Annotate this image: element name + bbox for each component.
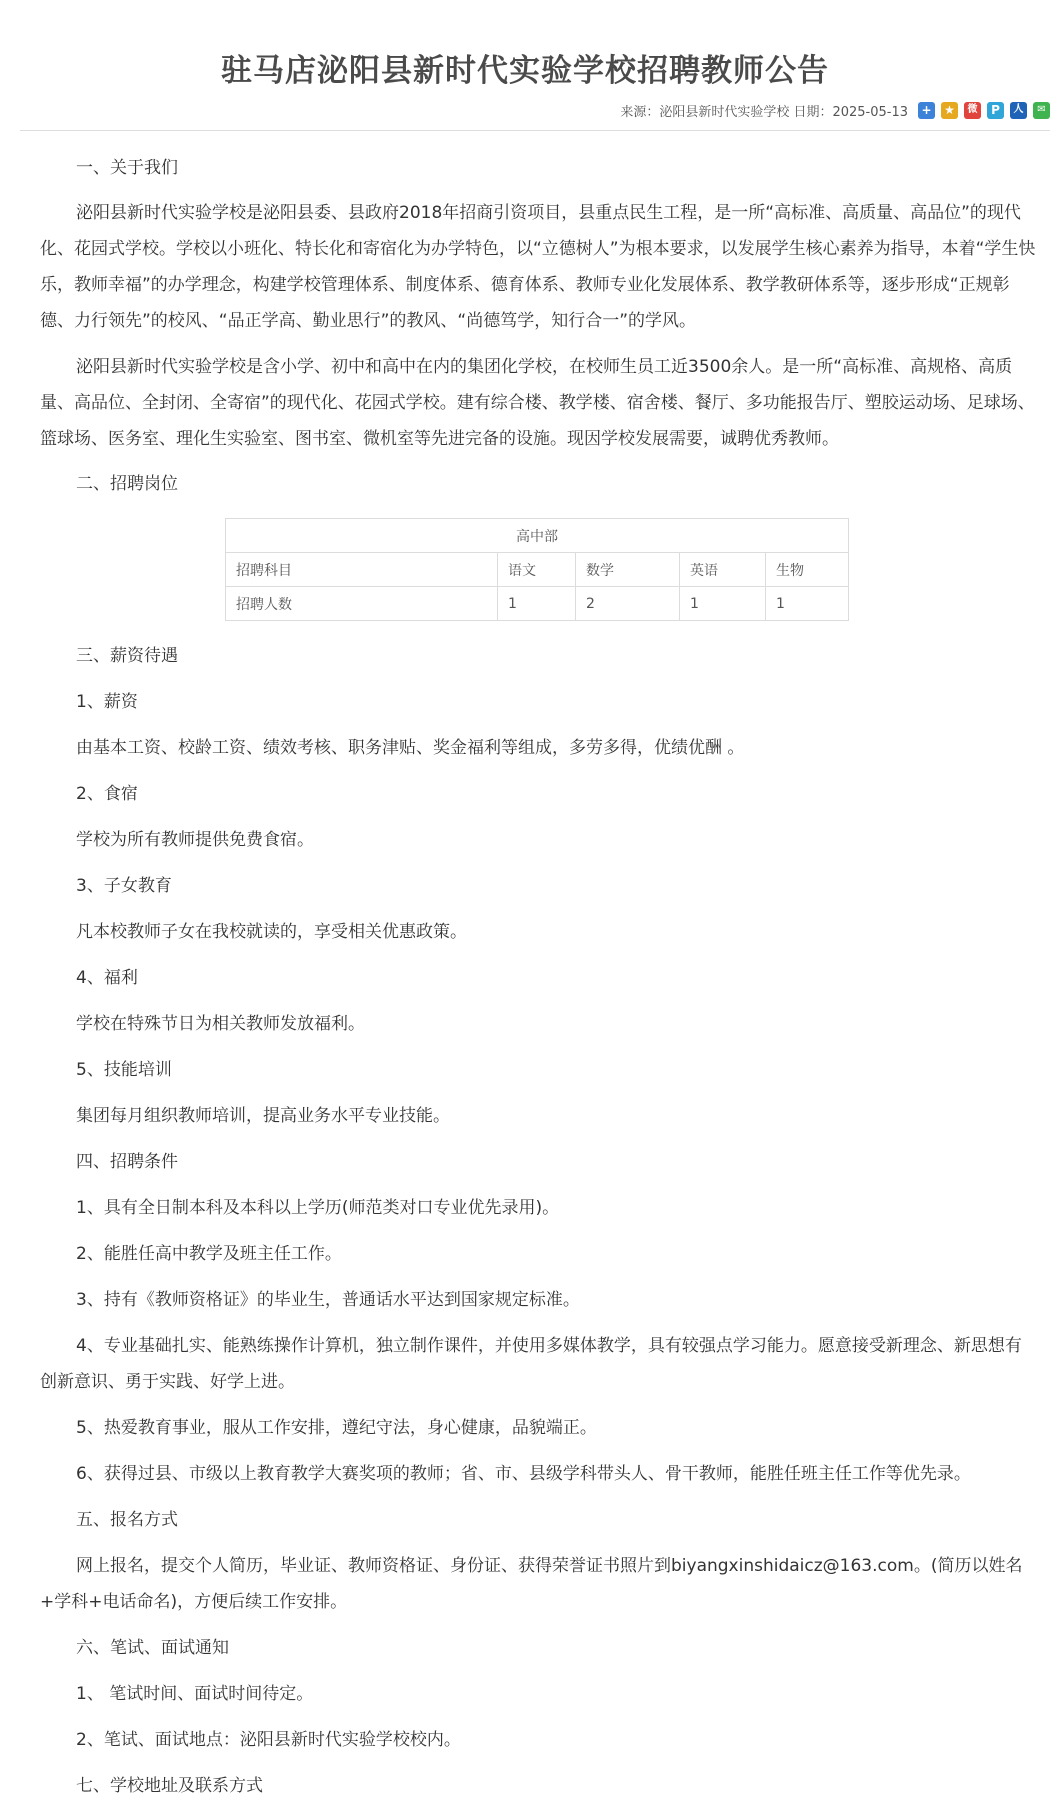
header-divider	[20, 130, 1050, 131]
positions-table	[225, 518, 849, 621]
table-cell-subject: 数学	[576, 553, 680, 587]
table-cell-count: 2	[576, 587, 680, 621]
table-cell-count: 1	[680, 587, 766, 621]
requirement-item: 5、热爱教育事业，服从工作安排，遵纪守法，身心健康，品貌端正。	[76, 1418, 597, 1438]
table-row	[226, 587, 849, 621]
page-title: 驻马店泌阳县新时代实验学校招聘教师公告	[221, 52, 829, 89]
training-text: 集团每月组织教师培训，提高业务水平专业技能。	[76, 1106, 450, 1126]
table-cell-count: 1	[498, 587, 576, 621]
table-cell-subject: 英语	[680, 553, 766, 587]
section-heading-salary: 三、薪资待遇	[76, 646, 178, 666]
section-heading-requirements: 四、招聘条件	[76, 1152, 178, 1172]
article-meta	[620, 98, 1050, 122]
training-subheading: 5、技能培训	[76, 1060, 172, 1080]
tencent-weibo-share-icon[interactable]: P	[987, 102, 1004, 119]
weibo-share-icon[interactable]: 微	[964, 102, 981, 119]
table-row	[226, 553, 849, 587]
renren-share-icon[interactable]: 人	[1010, 102, 1027, 119]
table-cell-subject: 语文	[498, 553, 576, 587]
section-heading-registration: 五、报名方式	[76, 1510, 178, 1530]
about-paragraph-2: 泌阳县新时代实验学校是含小学、初中和高中在内的集团化学校，在校师生员工近3500余人。是一所“高标准、高规格、高质量、高品位、全封闭、全寄宿”的现代化、花园式学校。建有综合楼、教学楼、宿舍楼、餐厅、多功能报告厅、塑胶运动场、足球场、篮球场、医务室、理化生实验室、图书室、微机室等先进完备的设施。现因学校发展需要，诚聘优秀教师。	[40, 357, 1035, 449]
share-icons	[912, 102, 1050, 119]
requirement-item: 6、获得过县、市级以上教育教学大赛奖项的教师；省、市、县级学科带头人、骨干教师，能胜任班主任工作等优先录。	[76, 1464, 971, 1484]
section-heading-about: 一、关于我们	[76, 158, 178, 178]
requirement-item: 3、持有《教师资格证》的毕业生，普通话水平达到国家规定标准。	[76, 1290, 580, 1310]
board-subheading: 2、食宿	[76, 784, 138, 804]
table-cell-label: 招聘人数	[226, 587, 498, 621]
children-education-text: 凡本校教师子女在我校就读的，享受相关优惠政策。	[76, 922, 467, 942]
salary-text: 由基本工资、校龄工资、绩效考核、职务津贴、奖金福利等组成，多劳多得，优绩优酬 。	[76, 738, 745, 758]
requirement-item: 4、专业基础扎实、能熟练操作计算机，独立制作课件，并使用多媒体教学，具有较强点学习能力。愿意接受新理念、新思想有创新意识、勇于实践、好学上进。	[40, 1336, 1022, 1392]
section-heading-positions: 二、招聘岗位	[76, 474, 178, 494]
section-heading-exam: 六、笔试、面试通知	[76, 1638, 229, 1658]
welfare-text: 学校在特殊节日为相关教师发放福利。	[76, 1014, 365, 1034]
exam-location-text: 2、笔试、面试地点：泌阳县新时代实验学校校内。	[76, 1730, 461, 1750]
source-date-text: 来源：泌阳县新时代实验学校 日期：2025-05-13	[620, 104, 908, 120]
table-row	[226, 519, 849, 553]
table-cell-count: 1	[766, 587, 849, 621]
table-department-header: 高中部	[226, 519, 849, 553]
welfare-subheading: 4、福利	[76, 968, 138, 988]
board-text: 学校为所有教师提供免费食宿。	[76, 830, 314, 850]
exam-time-text: 1、 笔试时间、面试时间待定。	[76, 1684, 314, 1704]
children-education-subheading: 3、子女教育	[76, 876, 172, 896]
requirement-item: 1、具有全日制本科及本科以上学历(师范类对口专业优先录用)。	[76, 1198, 560, 1218]
table-cell-label: 招聘科目	[226, 553, 498, 587]
add-share-icon[interactable]: +	[918, 102, 935, 119]
section-heading-contact: 七、学校地址及联系方式	[76, 1776, 263, 1796]
requirement-item: 2、能胜任高中教学及班主任工作。	[76, 1244, 342, 1264]
registration-text: 网上报名，提交个人简历，毕业证、教师资格证、身份证、获得荣誉证书照片到biyangxinshidaicz@163.com。(简历以姓名+学科+电话命名)，方便后续工作安排。	[40, 1556, 1023, 1612]
wechat-share-icon[interactable]: ✉	[1033, 102, 1050, 119]
about-paragraph-1: 泌阳县新时代实验学校是泌阳县委、县政府2018年招商引资项目，县重点民生工程，是一所“高标准、高质量、高品位”的现代化、花园式学校。学校以小班化、特长化和寄宿化为办学特色，以“立德树人”为根本要求，以发展学生核心素养为指导，本着“学生快乐，教师幸福”的办学理念，构建学校管理体系、制度体系、德育体系、教师专业化发展体系、教学教研体系等，逐步形成“正规彰德、力行领先”的校风、“品正学高、勤业思行”的教风、“尚德笃学，知行合一”的学风。	[40, 203, 1036, 331]
table-cell-subject: 生物	[766, 553, 849, 587]
salary-subheading: 1、薪资	[76, 692, 138, 712]
qzone-share-icon[interactable]: ★	[941, 102, 958, 119]
